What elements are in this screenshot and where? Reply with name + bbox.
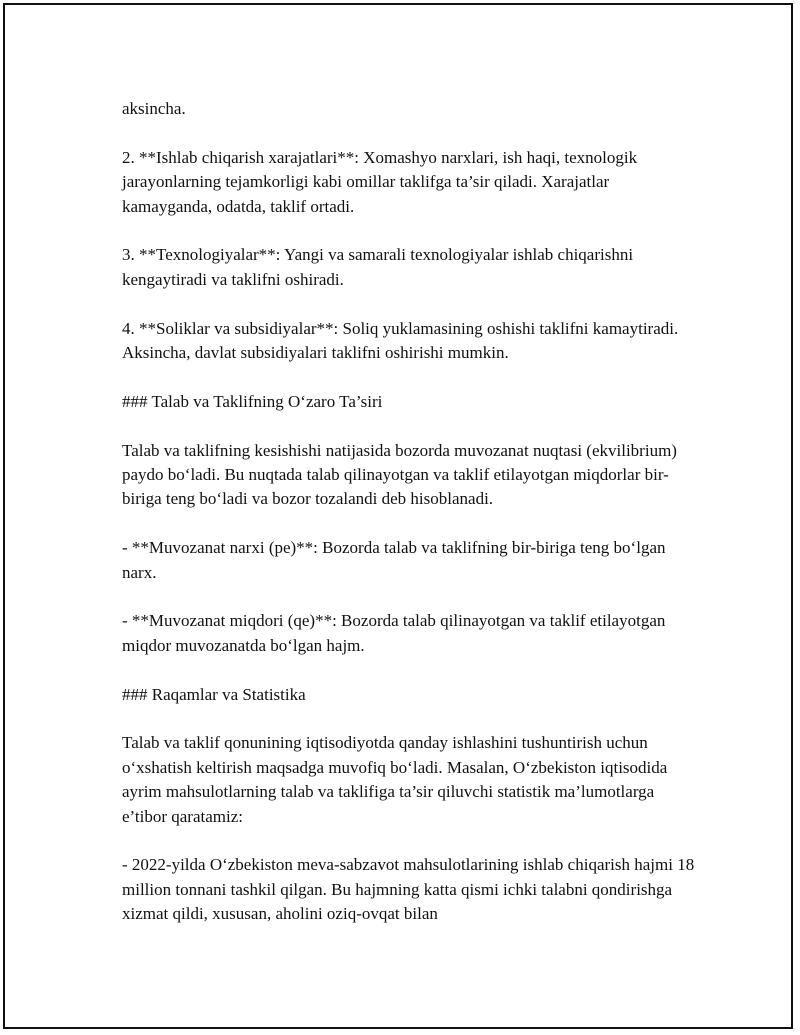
- paragraph-statistics-intro: Talab va taklif qonunining iqtisodiyotda qanday ishlashini tushuntirish uchun o‘xshatish keltirish maqsadga muvofiq bo‘ladi. Masalan, O‘zbekiston iqtisodida ayrim mahsulotlarning talab va taklifiga ta’sir qiluvchi statistik ma’lumotlarga e’tibor qaratamiz:: [122, 733, 668, 826]
- paragraph-continuation: aksincha.: [122, 99, 186, 118]
- page-frame: [3, 3, 793, 1029]
- heading-statistics: ### Raqamlar va Statistika: [122, 684, 306, 704]
- list-item-equilibrium-price: - **Muvozanat narxi (pe)**: Bozorda talab va taklifning bir-biriga teng bo‘lgan narx.: [122, 538, 666, 582]
- heading-interaction: ### Talab va Taklifning O‘zaro Ta’siri: [122, 391, 383, 411]
- paragraph-technologies: 3. **Texnologiyalar**: Yangi va samarali texnologiyalar ishlab chiqarishni kengaytiradi va taklifni oshiradi.: [122, 245, 634, 289]
- paragraph-taxes-subsidies: 4. **Soliklar va subsidiyalar**: Soliq yuklamasining oshishi taklifni kamaytiradi. Aksincha, davlat subsidiyalari taklifni oshirishi mumkin.: [122, 318, 679, 363]
- list-item-2022-production: - 2022-yilda O‘zbekiston meva-sabzavot mahsulotlarining ishlab chiqarish hajmi 18 million tonnani tashkil qilgan. Bu hajmning katta qismi ichki talabni qondirishga xizmat qildi, xususan, aholini oziq-ovqat bilan: [122, 855, 695, 924]
- document-body: [122, 97, 702, 927]
- paragraph-production-costs: 2. **Ishlab chiqarish xarajatlari**: Xomashyo narxlari, ish haqi, texnologik jarayonlarning tejamkorligi kabi omillar taklifga ta’sir qiladi. Xarajatlar kamayganda, odatda, taklif ortadi.: [122, 147, 638, 216]
- list-item-equilibrium-quantity: - **Muvozanat miqdori (qe)**: Bozorda talab qilinayotgan va taklif etilayotgan miqdor muvozanatda bo‘lgan hajm.: [122, 611, 666, 655]
- paragraph-equilibrium: Talab va taklifning kesishishi natijasida bozorda muvozanat nuqtasi (ekvilibrium) paydo bo‘ladi. Bu nuqtada talab qilinayotgan va taklif etilayotgan miqdorlar bir-biriga teng bo‘ladi va bozor tozalandi deb hisoblanadi.: [122, 440, 677, 509]
